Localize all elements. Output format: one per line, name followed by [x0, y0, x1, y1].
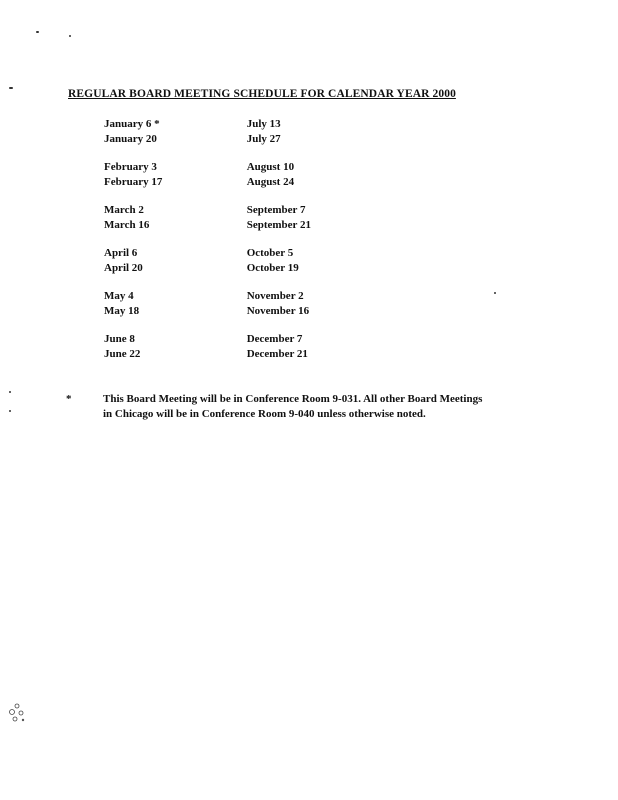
meeting-date: July 13: [246, 118, 281, 130]
meeting-date: March 2: [104, 204, 144, 216]
schedule-group: [104, 332, 364, 361]
footnote: [66, 392, 486, 422]
document-title: REGULAR BOARD MEETING SCHEDULE FOR CALENDAR YEAR 2000: [68, 88, 456, 100]
meeting-date: October 5: [246, 247, 294, 259]
meeting-date: January 20: [104, 132, 157, 145]
meeting-date: August 10: [246, 161, 295, 173]
second-half-column: [247, 203, 364, 232]
schedule-group: [104, 289, 364, 318]
meeting-date: August 24: [246, 175, 295, 188]
first-half-column: [104, 203, 247, 232]
first-half-column: [104, 332, 247, 361]
first-half-column: [104, 160, 247, 189]
meeting-date: September 21: [246, 218, 311, 231]
meeting-date: December 21: [246, 347, 308, 360]
meeting-date: February 17: [104, 175, 163, 188]
meeting-date: April 20: [104, 261, 143, 274]
schedule-group: [104, 117, 364, 146]
footnote-text: This Board Meeting will be in Conference Room 9-031. All other Board Meetings in Chicago will be in Conference Room 9-040 unless otherwise noted.: [103, 393, 483, 420]
meeting-date: November 2: [246, 290, 304, 302]
meeting-date: March 16: [104, 218, 150, 231]
meeting-date: September 7: [246, 204, 306, 216]
schedule-group: [104, 246, 364, 275]
first-half-column: [104, 246, 247, 275]
scan-smudge: [6, 700, 28, 724]
schedule-group: [104, 203, 364, 232]
first-half-column: [104, 117, 247, 146]
scan-speck: [494, 292, 496, 294]
meeting-date: May 4: [104, 290, 134, 302]
footnote-marker: *: [66, 393, 72, 405]
scan-speck: [9, 391, 11, 393]
first-half-column: [104, 289, 247, 318]
second-half-column: [247, 246, 364, 275]
meeting-date: June 22: [104, 347, 141, 360]
second-half-column: [247, 160, 364, 189]
meeting-date: December 7: [246, 333, 303, 345]
meeting-date: April 6: [104, 247, 138, 259]
scan-speck: [9, 410, 11, 412]
meeting-date: February 3: [104, 161, 157, 173]
meeting-date: October 19: [246, 261, 299, 274]
meeting-date: January 6 *: [104, 118, 160, 130]
second-half-column: [247, 289, 364, 318]
meeting-date: July 27: [246, 132, 281, 145]
schedule-group: [104, 160, 364, 189]
meeting-schedule: [104, 117, 364, 375]
second-half-column: [247, 332, 364, 361]
scan-speck: [69, 35, 71, 37]
meeting-date: November 16: [246, 304, 310, 317]
meeting-date: June 8: [104, 333, 135, 345]
second-half-column: [247, 117, 364, 146]
meeting-date: May 18: [104, 304, 140, 317]
scan-speck: [36, 31, 39, 33]
scan-speck: [9, 87, 13, 89]
